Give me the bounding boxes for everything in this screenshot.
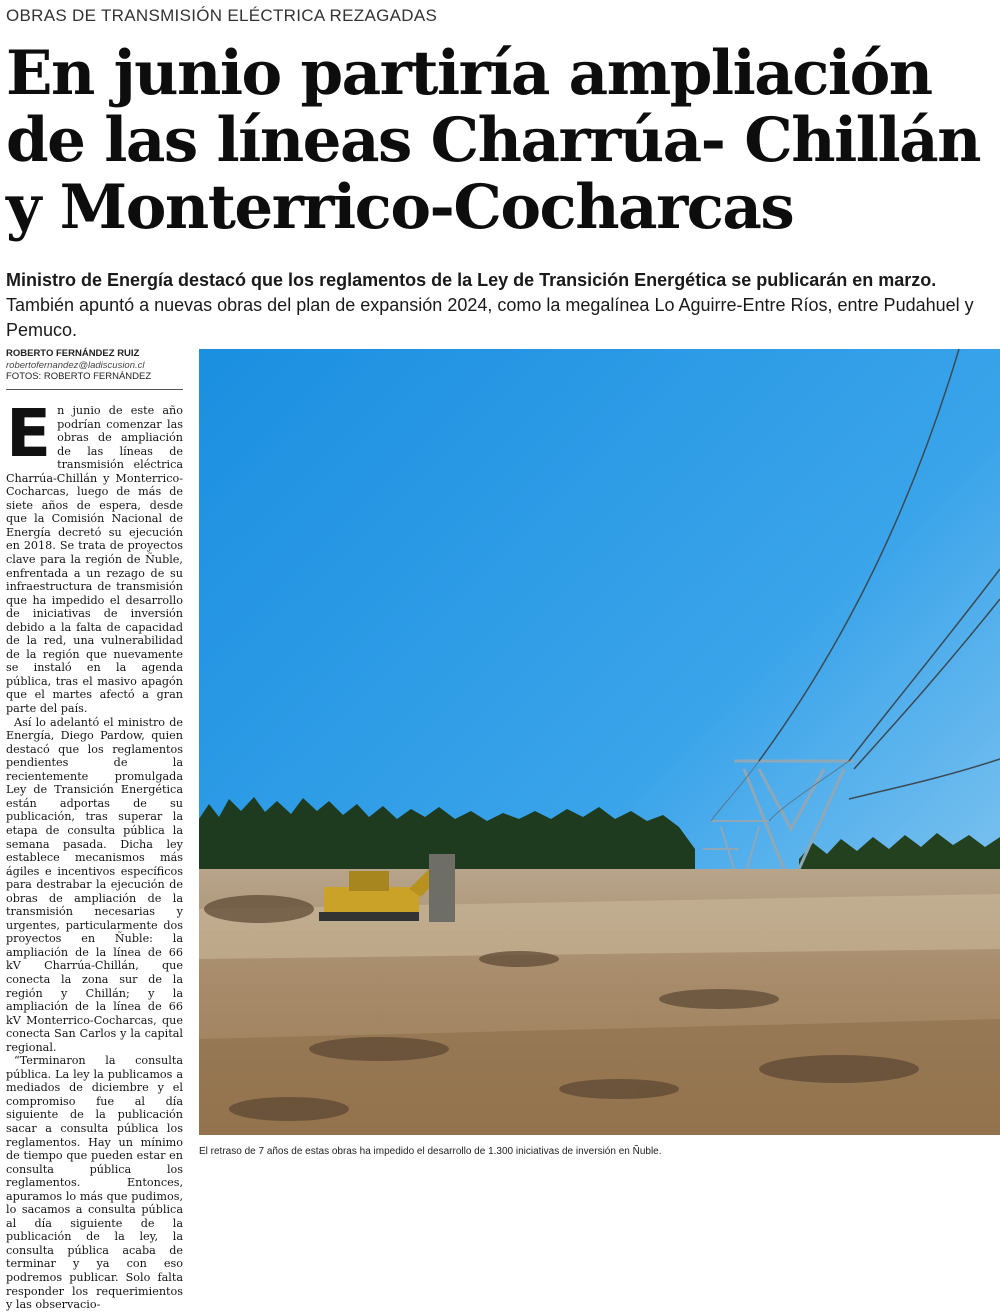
article-paragraph-3: “Terminaron la consulta pública. La ley la publicamos a mediados de diciembre y el compromiso fue al día siguiente de la publicación sacar a consulta pública los reglamentos. Hay un mínimo de tiempo que pueden estar en consulta pública los reglamentos. Entonces, apuramos lo más que pudimos, lo sacamos a consulta pública al día siguiente de la publicación de la ley, la consulta pública acaba de terminar y ya con eso podremos publicar. Solo falta responder los requerimientos y las observacio- <box>6 1054 183 1312</box>
headline-line-3: y Monterrico-Cocharcas <box>6 172 794 243</box>
deck-bold-lead: Ministro de Energía destacó que los reglamentos de la Ley de Transición Energética se publicarán en marzo. <box>6 270 937 290</box>
byline-author: ROBERTO FERNÁNDEZ RUIZ <box>6 348 140 359</box>
article-photo <box>199 349 1000 1135</box>
deck-summary <box>6 268 996 343</box>
byline <box>6 348 183 390</box>
byline-photo-credit: FOTOS: ROBERTO FERNÁNDEZ <box>6 371 152 382</box>
article-paragraph-2: Así lo adelantó el ministro de Energía, Diego Pardow, quien destacó que los reglamentos pendientes de la recientemente promulgada Ley de Transición Energética están adportas de su publicación, tras superar la etapa de consulta pública la semana pasada. Dicha ley establece mecanismos más ágiles e incentivos específicos para destrabar la ejecución de obras de ampliación de la transmisión necesarias y urgentes, particularmente dos proyectos en Ñuble: la ampliación de la línea de 66 kV Charrúa-Chillán, que conecta la zona sur de la región y Chillán; y la ampliación de la línea de 66 kV Monterrico-Cocharcas, que conecta San Carlos y la capital regional. <box>6 715 183 1054</box>
article-paragraph-1-text: n junio de este año podrían comenzar las obras de ampliación de las líneas de transmisión eléctrica Charrúa-Chillán y Monterrico-Cocharcas, luego de más de siete años de espera, desde que la Comisión Nacional de Energía decretó su ejecución en 2018. Se trata de proyectos clave para la región de Ñuble, enfrentada a un rezago de su infraestructura de transmisión que ha impedido el desarrollo de iniciativas de inversión debido a la falta de capacidad de la red, una vulnerabilidad de la región que nuevamente se instaló en la agenda pública, tras el masivo apagón que el martes afectó a gran parte del país. <box>6 404 183 716</box>
article-paragraph-1 <box>6 395 183 716</box>
headline <box>6 40 996 241</box>
headline-line-1: En junio partiría ampliación <box>6 38 932 109</box>
article-body <box>6 395 183 1312</box>
byline-email[interactable]: robertofernandez@ladiscusion.cl <box>6 359 145 371</box>
photo-caption: El retraso de 7 años de estas obras ha impedido el desarrollo de 1.300 iniciativas de inversión en Ñuble. <box>199 1146 662 1157</box>
deck-rest: También apuntó a nuevas obras del plan de expansión 2024, como la megalínea Lo Aguirre-Entre Ríos, entre Pudahuel y Pemuco. <box>6 295 974 340</box>
headline-line-2: de las líneas Charrúa- Chillán <box>6 105 981 176</box>
section-kicker: OBRAS DE TRANSMISIÓN ELÉCTRICA REZAGADAS <box>6 6 438 25</box>
drop-cap: E <box>6 395 52 472</box>
